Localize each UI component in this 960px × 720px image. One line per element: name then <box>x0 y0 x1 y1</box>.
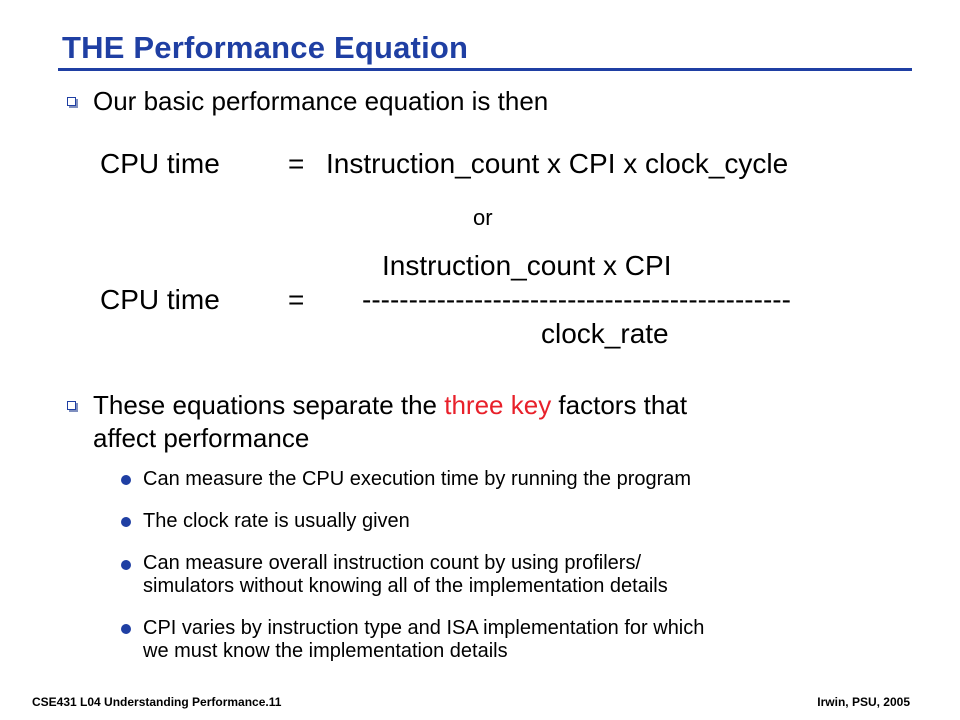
title-underline <box>58 68 912 71</box>
sub-bullet-text: The clock rate is usually given <box>143 510 410 532</box>
footer-author-label: Irwin, PSU, 2005 <box>817 695 910 709</box>
sub-bullet-text: Can measure the CPU execution time by running the program <box>143 468 692 490</box>
equation2-fraction-bar: ---------------------------------------------- <box>362 284 791 315</box>
bullet-text-before: These equations separate the <box>93 390 445 420</box>
or-separator: or <box>473 205 493 230</box>
bullet-text-intro: Our basic performance equation is then <box>93 86 549 116</box>
footer-course-label: CSE431 L04 Understanding Performance.11 <box>32 695 282 709</box>
sub-bullet-text: Can measure overall instruction count by using profilers/ <box>143 552 642 574</box>
bullet-text-after: factors that <box>551 390 688 420</box>
equation1-rhs: Instruction_count x CPI x clock_cycle <box>326 148 789 179</box>
equation1-lhs: CPU time <box>100 148 220 179</box>
equation1-equals: = <box>288 148 305 179</box>
highlight-three-key: three key <box>444 390 552 420</box>
round-bullet-icon <box>121 517 131 527</box>
equation2-denominator: clock_rate <box>541 318 669 349</box>
round-bullet-icon <box>121 560 131 570</box>
square-bullet-icon <box>67 97 76 106</box>
sub-bullet-text: CPI varies by instruction type and ISA implementation for which <box>143 617 705 639</box>
sub-bullet-text-line2: we must know the implementation details <box>143 640 508 662</box>
square-bullet-icon <box>67 401 76 410</box>
equation2-lhs: CPU time <box>100 284 220 315</box>
round-bullet-icon <box>121 475 131 485</box>
equation2-equals: = <box>288 284 305 315</box>
bullet-text-factors-line2: affect performance <box>93 423 310 453</box>
slide-title: THE Performance Equation <box>62 30 469 65</box>
equation2-numerator: Instruction_count x CPI <box>382 250 672 281</box>
round-bullet-icon <box>121 624 131 634</box>
bullet-text-factors <box>93 390 687 420</box>
sub-bullet-text-line2: simulators without knowing all of the implementation details <box>143 575 668 597</box>
